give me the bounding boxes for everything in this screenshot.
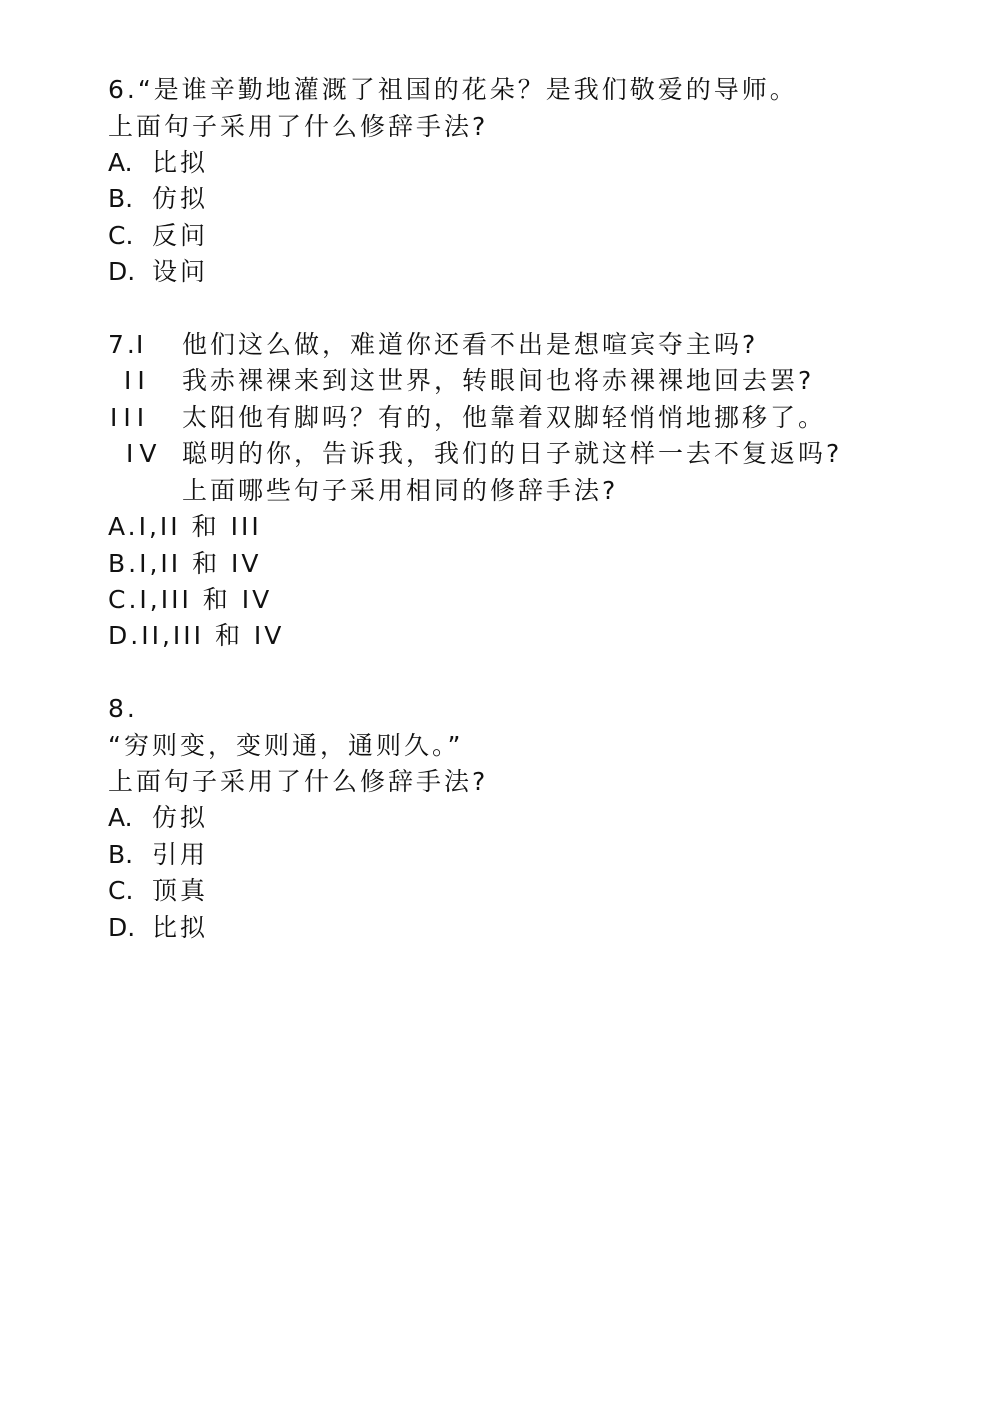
- q6-option-b: [108, 181, 208, 217]
- q7-statement-1: 他们这么做，难道你还看不出是想喧宾夺主吗?: [182, 330, 759, 359]
- q7-statement-3: 太阳他有脚吗？有的，他靠着双脚轻悄悄地挪移了。: [182, 403, 827, 432]
- q7-roman-4: IV: [126, 439, 163, 468]
- option-letter: A.: [108, 148, 133, 177]
- option-text: 比拟: [152, 148, 209, 177]
- q7-option-c: C.I,III 和 IV: [108, 585, 273, 614]
- q8-option-a: [108, 800, 208, 836]
- q7-statement-2: 我赤裸裸来到这世界，转眼间也将赤裸裸地回去罢?: [182, 366, 815, 395]
- q7-roman-2: II: [124, 366, 151, 395]
- q8-question: 上面句子采用了什么修辞手法?: [108, 767, 489, 796]
- q8-option-d: [108, 910, 208, 946]
- q7-roman-1: I: [136, 330, 150, 359]
- q7-option-a: A.I,II 和 III: [108, 512, 262, 541]
- option-text: 顶真: [152, 876, 209, 905]
- option-text: 比拟: [152, 913, 209, 942]
- q7-option-b: B.I,II 和 IV: [108, 549, 262, 578]
- q8-option-c: [108, 873, 208, 909]
- q7-number: 7.: [108, 330, 138, 359]
- option-text: 仿拟: [152, 803, 209, 832]
- q6-option-a: [108, 145, 208, 181]
- q6-stem-line2: 上面句子采用了什么修辞手法?: [108, 112, 489, 141]
- option-letter: B.: [108, 840, 134, 869]
- q6-option-c: [108, 218, 208, 254]
- option-letter: C.: [108, 876, 134, 905]
- option-text: 引用: [152, 840, 209, 869]
- q8-number: 8.: [108, 694, 138, 723]
- q8-quote: “穷则变，变则通，通则久。”: [108, 731, 464, 760]
- option-letter: A.: [108, 803, 133, 832]
- option-letter: D.: [108, 257, 136, 286]
- q7-question: 上面哪些句子采用相同的修辞手法?: [182, 476, 619, 505]
- q6-stem-line1: 6.“是谁辛勤地灌溉了祖国的花朵？是我们敬爱的导师。: [108, 75, 798, 104]
- option-text: 设问: [152, 257, 209, 286]
- q7-roman-3: III: [110, 403, 151, 432]
- q7-statement-4: 聪明的你，告诉我，我们的日子就这样一去不复返吗?: [182, 439, 843, 468]
- option-letter: C.: [108, 221, 134, 250]
- option-letter: D.: [108, 913, 136, 942]
- option-text: 反问: [152, 221, 209, 250]
- q7-option-d: D.II,III 和 IV: [108, 621, 285, 650]
- q6-option-d: [108, 254, 208, 290]
- option-text: 仿拟: [152, 184, 209, 213]
- option-letter: B.: [108, 184, 134, 213]
- q8-option-b: [108, 837, 208, 873]
